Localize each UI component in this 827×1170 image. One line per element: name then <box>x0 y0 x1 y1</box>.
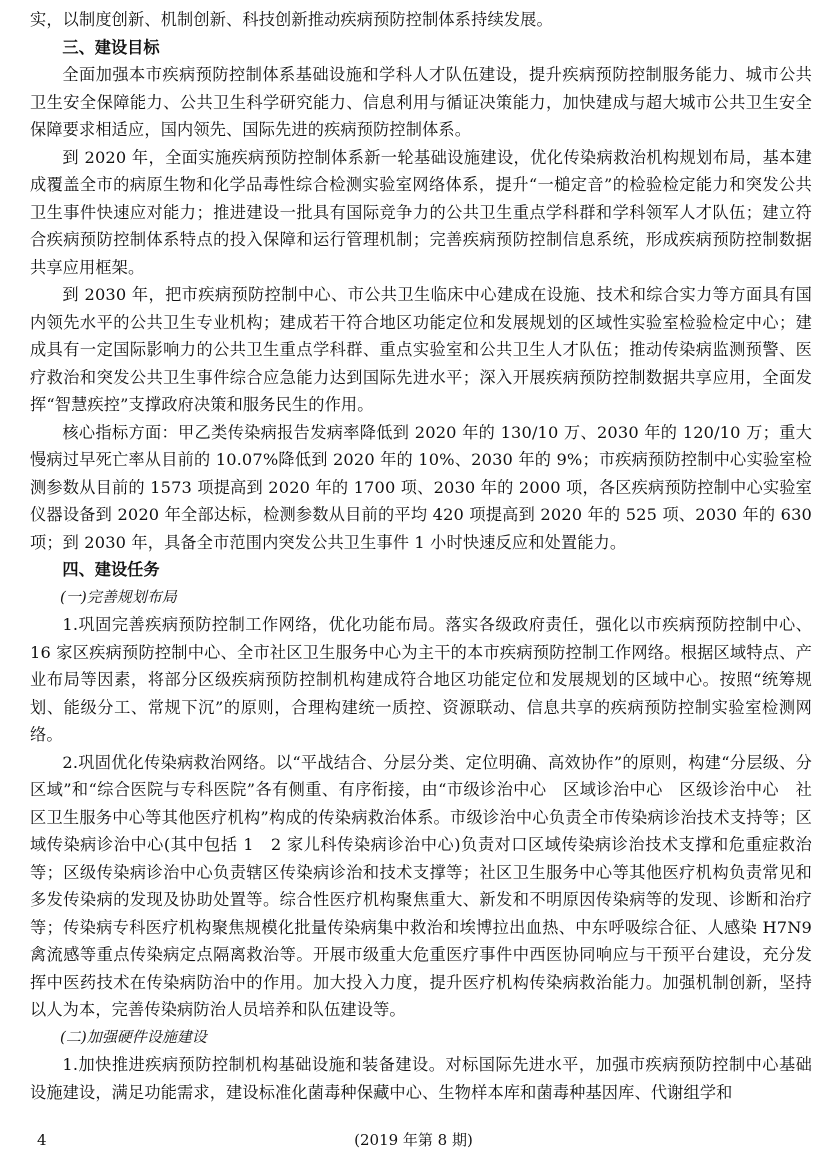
paragraph: 核心指标方面：甲乙类传染病报告发病率降低到 2020 年的 130/10 万、2030 年的 120/10 万；重大慢病过早死亡率从目前的 10.07%降低到 2020 年的 10%、2030 年的 9%；市疾病预防控制中心实验室检测参数从目前的 1573 项提高到 2020 年的 1700 项、2030 年的 2000 项，各区疾病预防控制中心实验室仪器设备到 2020 年全部达标，检测参数从目前的平均 420 项提高到 2020 年的 525 项、2030 年的 630 项；到 2030 年，具备全市范围内突发公共卫生事件 1 小时快速反应和处置能力。 <box>30 422 812 552</box>
paragraph: 2.巩固优化传染病救治网络。以“平战结合、分层分类、定位明确、高效协作”的原则，构建“分层级、分区域”和“综合医院与专科医院”各有侧重、有序衔接，由“市级诊治中心 区域诊治中心 区级诊治中心 社区卫生服务中心等其他医疗机构”构成的传染病救治体系。市级诊治中心负责全市传染病诊治技术支持等；区域传染病诊治中心(其中包括 1 2 家儿科传染病诊治中心)负责对口区域传染病诊治技术支撑和危重症救治等；区级传染病诊治中心负责辖区传染病诊治和技术支撑等；社区卫生服务中心等其他医疗机构负责常见和多发传染病的发现及协助处置等。综合性医疗机构聚焦重大、新发和不明原因传染病等的发现、诊断和治疗等；传染病专科医疗机构聚焦规模化批量传染病集中救治和埃博拉出血热、中东呼吸综合征、人感染 H7N9 禽流感等重点传染病定点隔离救治等。开展市级重大危重医疗事件中西医协同响应与干预平台建设，充分发挥中医药技术在传染病防治中的作用。加大投入力度，提升医疗机构传染病救治能力。加强机制创新，坚持以人为本，完善传染病防治人员培养和队伍建设等。 <box>30 752 812 1019</box>
subsection-heading: (二)加强硬件设施建设 <box>60 1027 207 1046</box>
paragraph: 到 2020 年，全面实施疾病预防控制体系新一轮基础设施建设，优化传染病救治机构规划布局，基本建成覆盖全市的病原生物和化学品毒性综合检测实验室网络体系，提升“一槌定音”的检验检定能力和突发公共卫生事件快速应对能力；推进建设一批具有国际竞争力的公共卫生重点学科群和学科领军人才队伍；建立符合疾病预防控制体系特点的投入保障和运行管理机制；完善疾病预防控制信息系统，形成疾病预防控制数据共享应用框架。 <box>30 147 812 277</box>
paragraph: 到 2030 年，把市疾病预防控制中心、市公共卫生临床中心建成在设施、技术和综合实力等方面具有国内领先水平的公共卫生专业机构；建成若干符合地区功能定位和发展规划的区域性实验室检验检定中心；建成具有一定国际影响力的公共卫生重点学科群、重点实验室和公共卫生人才队伍；推动传染病监测预警、医疗救治和突发公共卫生事件综合应急能力达到国际先进水平；深入开展疾病预防控制数据共享应用，全面发挥“智慧疾控”支撑政府决策和服务民生的作用。 <box>30 285 812 414</box>
section-heading: 四、建设任务 <box>62 560 160 579</box>
paragraph: 全面加强本市疾病预防控制体系基础设施和学科人才队伍建设，提升疾病预防控制服务能力、城市公共卫生安全保障能力、公共卫生科学研究能力、信息利用与循证决策能力，加快建成与超大城市公共卫生安全保障要求相适应，国内领先、国际先进的疾病预防控制体系。 <box>30 65 812 139</box>
subsection-heading: (一)完善规划布局 <box>60 587 177 606</box>
paragraph: 实，以制度创新、机制创新、科技创新推动疾病预防控制体系持续发展。 <box>30 10 553 29</box>
issue-label: (2019 年第 8 期) <box>354 1131 473 1149</box>
document-body <box>30 6 812 1106</box>
page-footer <box>0 1127 827 1153</box>
paragraph: 1.巩固完善疾病预防控制工作网络，优化功能布局。落实各级政府责任，强化以市疾病预防控制中心、16 家区疾病预防控制中心、全市社区卫生服务中心为主干的本市疾病预防控制工作网络。根据区域特点、产业布局等因素，将部分区级疾病预防控制机构建成符合地区功能定位和发展规划的区域中心。按照“统筹规划、能级分工、常规下沉”的原则，合理构建统一质控、资源联动、信息共享的疾病预防控制实验室检测网络。 <box>30 615 812 744</box>
paragraph: 1.加快推进疾病预防控制机构基础设施和装备建设。对标国际先进水平，加强市疾病预防控制中心基础设施建设，满足功能需求，建设标准化菌毒种保藏中心、生物样本库和菌毒种基因库、代谢组学和 <box>30 1055 812 1102</box>
page-number: 4 <box>37 1131 47 1149</box>
section-heading: 三、建设目标 <box>62 37 160 57</box>
